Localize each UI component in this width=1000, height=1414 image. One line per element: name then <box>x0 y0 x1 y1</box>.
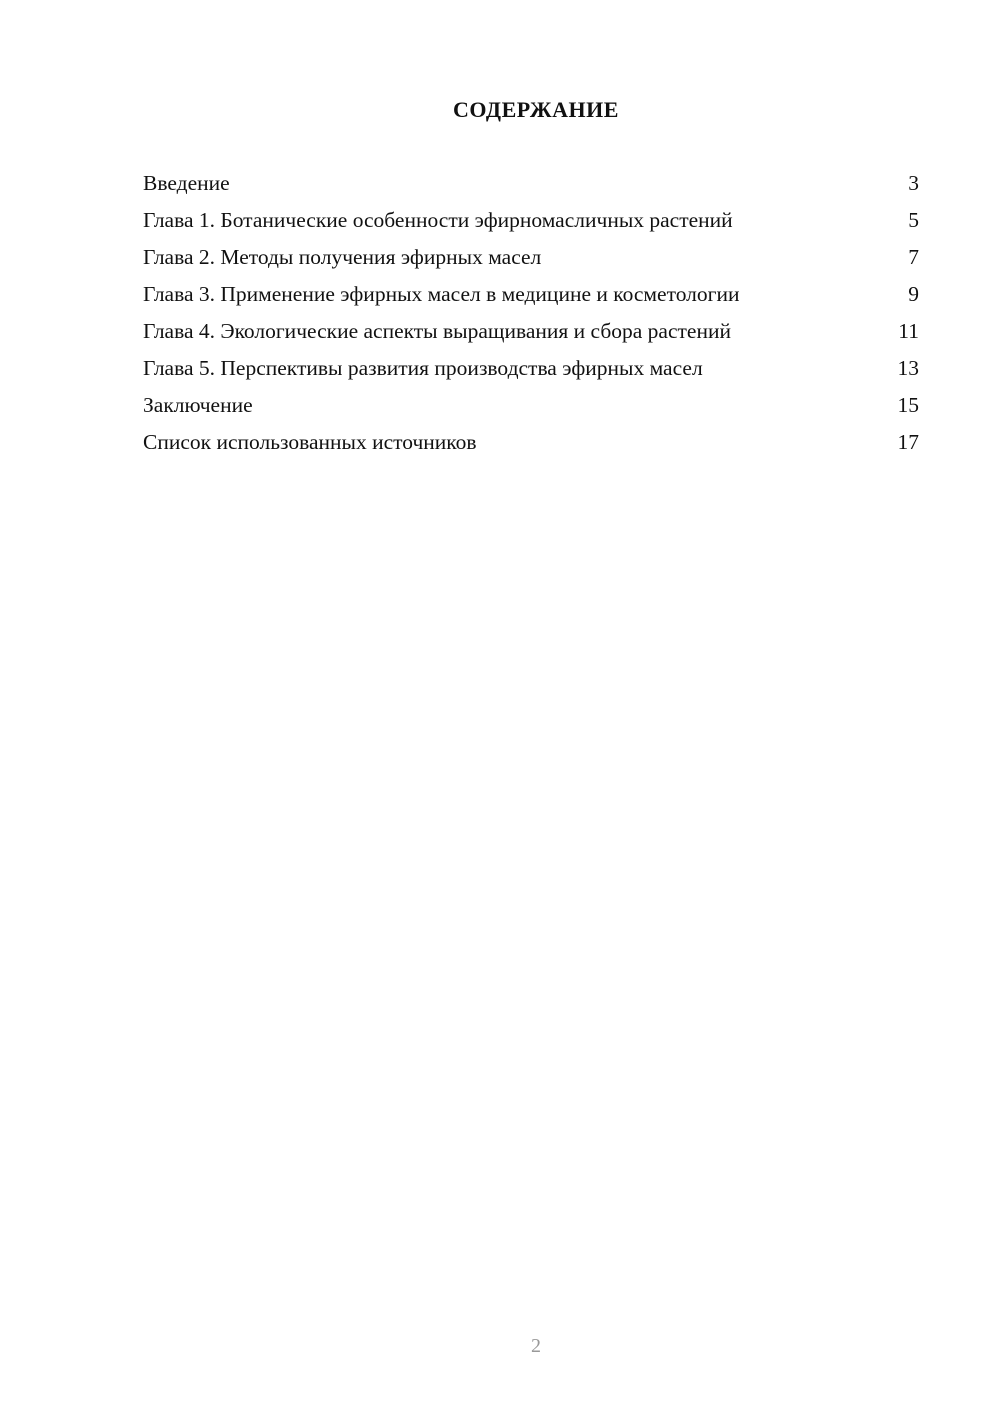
toc-entry-page: 15 <box>897 393 919 417</box>
toc-entry-chapter-2 <box>143 244 919 271</box>
table-of-contents <box>143 170 919 466</box>
toc-entry-page: 17 <box>897 430 919 454</box>
toc-entry-chapter-5 <box>143 355 919 382</box>
toc-entry-title: Глава 5. Перспективы развития производства эфирных масел <box>143 356 703 380</box>
toc-entry-title: Глава 2. Методы получения эфирных масел <box>143 245 542 269</box>
toc-entry-title: Заключение <box>143 393 253 417</box>
page-number: 2 <box>531 1335 541 1357</box>
toc-entry-chapter-3 <box>143 281 919 308</box>
toc-entry-title: Введение <box>143 171 230 195</box>
toc-entry-title: Глава 4. Экологические аспекты выращивания и сбора растений <box>143 319 731 343</box>
toc-entry-conclusion <box>143 392 919 419</box>
toc-heading: СОДЕРЖАНИЕ <box>453 97 619 122</box>
toc-entry-page: 3 <box>908 171 919 195</box>
toc-entry-title: Список использованных источников <box>143 430 477 454</box>
toc-entry-title: Глава 1. Ботанические особенности эфирномасличных растений <box>143 208 733 232</box>
toc-entry-chapter-1 <box>143 207 919 234</box>
toc-entry-page: 5 <box>908 208 919 232</box>
toc-entry-title: Глава 3. Применение эфирных масел в медицине и косметологии <box>143 282 740 306</box>
toc-entry-references <box>143 429 919 456</box>
toc-entry-page: 13 <box>897 356 919 380</box>
toc-entry-page: 11 <box>898 319 919 343</box>
toc-entry-introduction <box>143 170 919 197</box>
toc-entry-page: 7 <box>908 245 919 269</box>
toc-entry-chapter-4 <box>143 318 919 345</box>
toc-entry-page: 9 <box>908 282 919 306</box>
